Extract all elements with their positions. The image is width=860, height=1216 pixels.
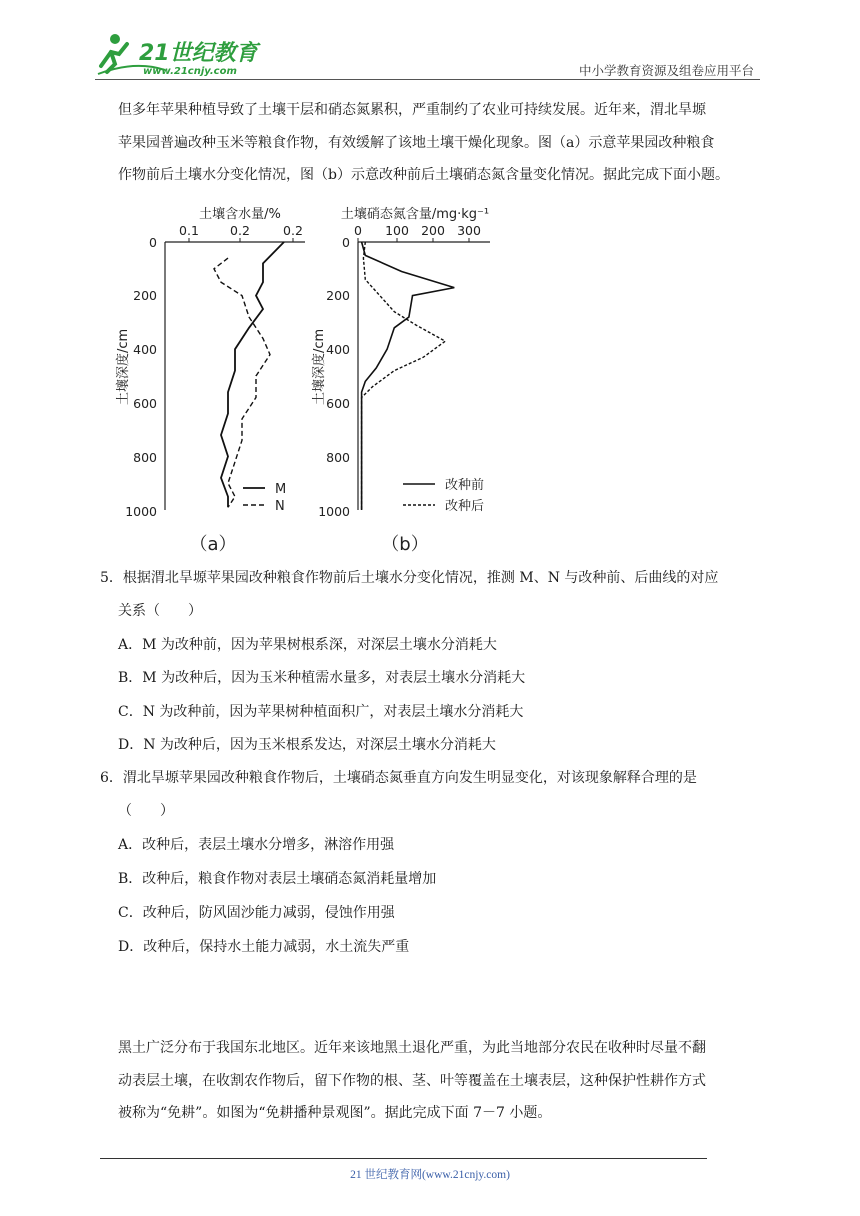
logo-21cnjy	[95, 30, 265, 78]
q6-stem-line-1: 6．渭北旱塬苹果园改种粮食作物后，土壤硝态氮垂直方向发生明显变化，对该现象解释合理的是	[100, 770, 697, 786]
legend-label-before: 改种前	[445, 478, 485, 493]
header-platform-text: 中小学教育资源及组卷应用平台	[578, 63, 754, 78]
q6-option-a[interactable]: A．改种后，表层土壤水分增多，淋溶作用强	[118, 837, 395, 853]
chart-b-ytick-0: 0	[342, 235, 350, 250]
series-line-after	[362, 242, 446, 510]
chart-a-ytick-400: 400	[133, 342, 157, 357]
intro2-paragraph	[118, 1032, 768, 1130]
header-divider	[95, 79, 760, 80]
chart-a-caption: （a）	[189, 534, 237, 555]
chart-a-xtick-1: 0.1	[179, 223, 199, 238]
chart-b-ytick-1000: 1000	[318, 504, 350, 519]
chart-b-ytick-400: 400	[326, 342, 350, 357]
legend-label-M: M	[275, 482, 287, 497]
chart-a-xtick-2: 0.2	[230, 223, 250, 238]
chart-a-ytick-200: 200	[133, 288, 157, 303]
intro-paragraph	[118, 94, 768, 192]
q6-stem-line-2: （ ）	[118, 803, 174, 819]
chart-b-xtick-200: 200	[421, 223, 445, 238]
intro-line-1: 但多年苹果种植导致了土壤干层和硝态氮累积，严重制约了农业可持续发展。近年来，渭北旱塬	[118, 102, 706, 118]
logo-text: 21世纪教育	[139, 41, 258, 66]
chart-a-xtick-3: 0.2	[283, 223, 303, 238]
intro2-line-2: 动表层土壤，在收割农作物后，留下作物的根、茎、叶等覆盖在土壤表层，这种保护性耕作方式	[118, 1072, 706, 1089]
soil-figure	[105, 200, 525, 564]
chart-b	[311, 206, 490, 555]
intro2-line-3: 被称为“免耕”。如图为“免耕播种景观图”。据此完成下面 7－7 小题。	[118, 1105, 552, 1121]
q6-option-c[interactable]: C．改种后，防风固沙能力减弱，侵蚀作用强	[118, 905, 395, 921]
series-line-N	[214, 258, 270, 507]
q5-stem-line-1: 5．根据渭北旱塬苹果园改种粮食作物前后土壤水分变化情况，推测 M、N 与改种前、后曲线的对应	[100, 570, 719, 586]
chart-a-ytick-800: 800	[133, 450, 157, 465]
chart-b-ytick-200: 200	[326, 288, 350, 303]
intro2-line-1: 黑土广泛分布于我国东北地区。近年来该地黑土退化严重，为此当地部分农民在收种时尽量不翻	[118, 1040, 706, 1056]
page-header	[95, 30, 760, 80]
q6-option-b[interactable]: B．改种后，粮食作物对表层土壤硝态氮消耗量增加	[118, 871, 437, 887]
chart-b-ylabel: 土壤深度/cm	[312, 328, 327, 405]
series-line-before	[362, 242, 455, 510]
chart-a	[115, 206, 305, 555]
footer-text: 21 世纪教育网(www.21cnjy.com)	[350, 1169, 510, 1181]
q5-stem-line-2: 关系（ ）	[118, 603, 202, 619]
logo-url: www.21cnjy.com	[143, 66, 237, 77]
intro-line-3: 作物前后土壤水分变化情况，图（b）示意改种前后土壤硝态氮含量变化情况。据此完成下面小题。	[118, 167, 729, 183]
q5-option-c[interactable]: C．N 为改种前，因为苹果树种植面积广，对表层土壤水分消耗大	[118, 704, 524, 720]
chart-a-title: 土壤含水量/%	[199, 207, 281, 222]
q5-option-a[interactable]: A．M 为改种前，因为苹果树根系深，对深层土壤水分消耗大	[118, 637, 497, 653]
chart-b-title: 土壤硝态氮含量/mg·kg⁻¹	[340, 207, 490, 222]
soil-charts-svg	[105, 200, 525, 560]
legend-label-N: N	[275, 499, 285, 514]
chart-a-ytick-0: 0	[149, 235, 157, 250]
question-6-stem	[100, 762, 770, 828]
chart-b-caption: （b）	[381, 534, 429, 555]
chart-a-ytick-1000: 1000	[125, 504, 157, 519]
legend-label-after: 改种后	[445, 499, 485, 514]
chart-b-xtick-300: 300	[457, 223, 481, 238]
chart-a-ytick-600: 600	[133, 396, 157, 411]
q5-option-d[interactable]: D．N 为改种后，因为玉米根系发达，对深层土壤水分消耗大	[118, 737, 496, 753]
q5-option-b[interactable]: B．M 为改种后，因为玉米种植需水量多，对表层土壤水分消耗大	[118, 670, 526, 686]
chart-b-xtick-100: 100	[385, 223, 409, 238]
footer-divider	[100, 1158, 707, 1159]
chart-b-ytick-600: 600	[326, 396, 350, 411]
chart-b-ytick-800: 800	[326, 450, 350, 465]
chart-a-ylabel: 土壤深度/cm	[116, 328, 131, 405]
intro-line-2: 苹果园普遍改种玉米等粮食作物，有效缓解了该地土壤干燥化现象。图（a）示意苹果园改种粮食	[118, 134, 715, 151]
chart-b-xtick-0: 0	[354, 223, 362, 238]
series-line-M	[221, 242, 287, 507]
q6-option-d[interactable]: D．改种后，保持水土能力减弱，水土流失严重	[118, 939, 410, 955]
question-5-stem	[100, 562, 770, 628]
